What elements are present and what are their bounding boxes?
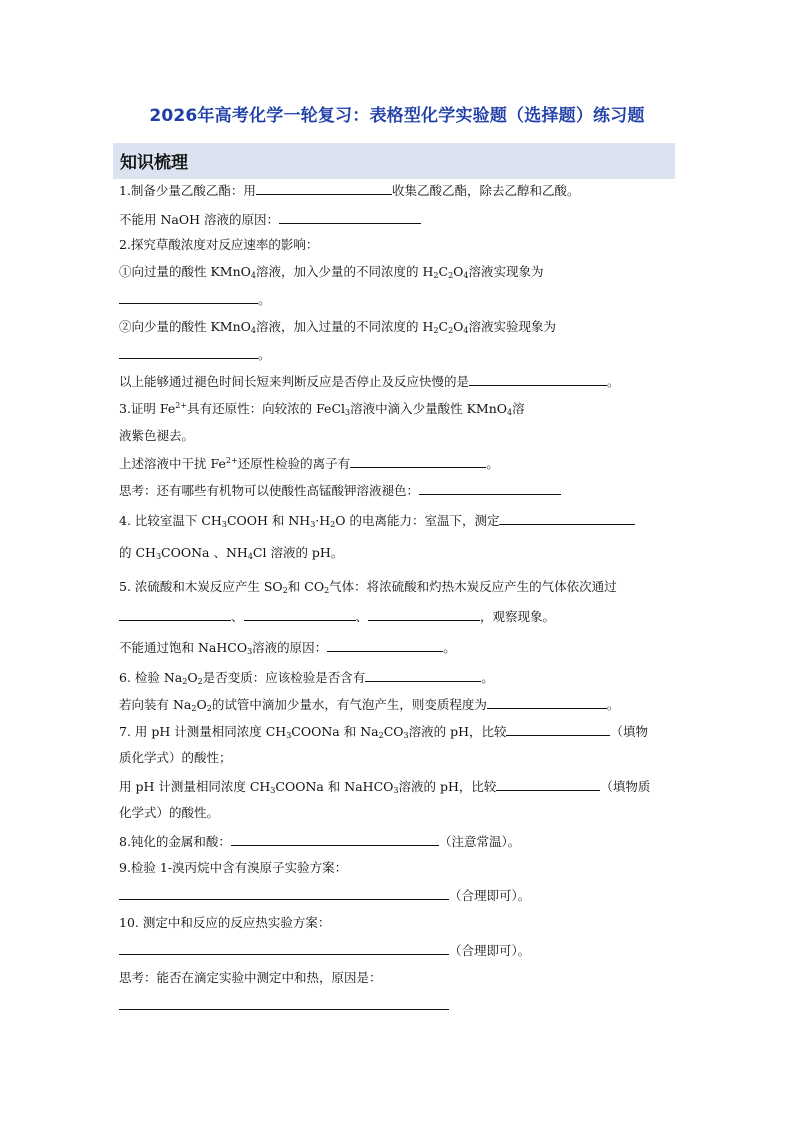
answer-blank[interactable] <box>506 722 610 736</box>
q3-line-3: 上述溶液中干扰 $Fe^{2+}$还原性检验的离子有 。 <box>119 456 499 471</box>
q2-item-2-answer: 。 <box>119 345 271 364</box>
answer-blank[interactable] <box>119 886 449 900</box>
q2-item-2: ②向少量的酸性 KMnO$_4$溶液，加入过量的不同浓度的 $H_2C_2O_4$溶液实验现象为 <box>119 319 557 335</box>
q8-line: 8.钝化的金属和酸： （注意常温）。 <box>119 834 521 849</box>
q7-line-4: 化学式）的酸性。 <box>119 805 220 820</box>
answer-blank[interactable] <box>487 695 607 709</box>
answer-blank[interactable] <box>119 996 449 1010</box>
think-line: 思考：能否在滴定实验中测定中和热，原因是： <box>119 970 382 985</box>
section-title: 知识梳理 <box>120 153 188 173</box>
answer-blank[interactable] <box>469 372 607 386</box>
answer-blank[interactable] <box>279 210 421 224</box>
q7-line-3: 用 pH 计测量相同浓度 $CH_3COONa$ 和 NaHCO$_3$溶液的 pH，比较 （填物质 <box>119 779 651 795</box>
q5-line-2: 、 、 ，观察现象。 <box>119 607 555 626</box>
answer-blank[interactable] <box>244 607 356 621</box>
answer-blank[interactable] <box>119 345 258 359</box>
q5-line-3: 不能通过饱和 NaHCO$_3$溶液的原因： 。 <box>119 640 456 656</box>
q3-think: 思考：还有哪些有机物可以使酸性高锰酸钾溶液褪色： <box>119 481 561 500</box>
q6-line-1: 6. 检验 $Na_2O_2$是否变质：应该检验是否含有 。 <box>119 670 494 686</box>
q9-line-1: 9.检验 1-溴丙烷中含有溴原子实验方案： <box>119 860 348 875</box>
q1-reason-line: 不能用 NaOH 溶液的原因： <box>119 210 421 229</box>
q3-line-1: 3.证明 $Fe^{2+}$具有还原性：向较浓的 FeCl$_3$溶液中滴入少量酸性 KMnO$_4$溶 <box>119 401 525 417</box>
think-answer-line <box>119 996 449 1015</box>
answer-blank[interactable] <box>496 777 600 791</box>
answer-blank[interactable] <box>119 290 258 304</box>
answer-blank[interactable] <box>256 181 392 195</box>
answer-blank[interactable] <box>119 607 231 621</box>
q3-line-2: 液紫色褪去。 <box>119 428 195 443</box>
q5-line-1: 5. 浓硫酸和木炭反应产生 $SO_2$和 $CO_2$气体：将浓硫酸和灼热木炭反应产生的气体依次通过 <box>119 579 617 595</box>
answer-blank[interactable] <box>419 481 561 495</box>
q4-line-1: 4. 比较室温下 $CH_3COOH$ 和 $NH_3\cdot H_2O$ 的电离能力：室温下，测定 <box>119 511 635 530</box>
q2-item-1: ①向过量的酸性 KMnO$_4$溶液，加入少量的不同浓度的 $H_2C_2O_4$溶液实现象为 <box>119 264 544 280</box>
section-header <box>113 143 675 179</box>
q10-line-1: 10. 测定中和反应的反应热实验方案： <box>119 915 331 930</box>
answer-blank[interactable] <box>119 941 449 955</box>
q7-line-1: 7. 用 pH 计测量相同浓度 $CH_3COONa$ 和 $Na_2CO_3$溶液的 pH，比较 （填物 <box>119 724 648 740</box>
answer-blank[interactable] <box>327 638 443 652</box>
q2-conclusion: 以上能够通过褪色时间长短来判断反应是否停止及反应快慢的是 。 <box>119 374 620 389</box>
answer-blank[interactable] <box>368 607 480 621</box>
page-title: 2026年高考化学一轮复习：表格型化学实验题（选择题）练习题 <box>149 106 645 126</box>
q6-line-2: 若向装有 $Na_2O_2$的试管中滴加少量水，有气泡产生，则变质程度为 。 <box>119 697 620 713</box>
answer-blank[interactable] <box>499 511 635 525</box>
answer-blank[interactable] <box>365 668 481 682</box>
q7-line-2: 质化学式）的酸性； <box>119 750 232 765</box>
answer-blank[interactable] <box>231 832 439 846</box>
q4-line-2: 的 $CH_3COONa$ 、$NH_4Cl$ 溶液的 pH。 <box>119 545 344 561</box>
answer-blank[interactable] <box>350 454 486 468</box>
q2-heading: 2.探究草酸浓度对反应速率的影响： <box>119 237 319 252</box>
q1-line: 1.制备少量乙酸乙酯：用 收集乙酸乙酯，除去乙醇和乙酸。 <box>119 183 580 198</box>
q2-item-1-answer: 。 <box>119 290 271 309</box>
q9-line-2: （合理即可）。 <box>119 886 530 905</box>
q10-line-2: （合理即可）。 <box>119 941 530 960</box>
